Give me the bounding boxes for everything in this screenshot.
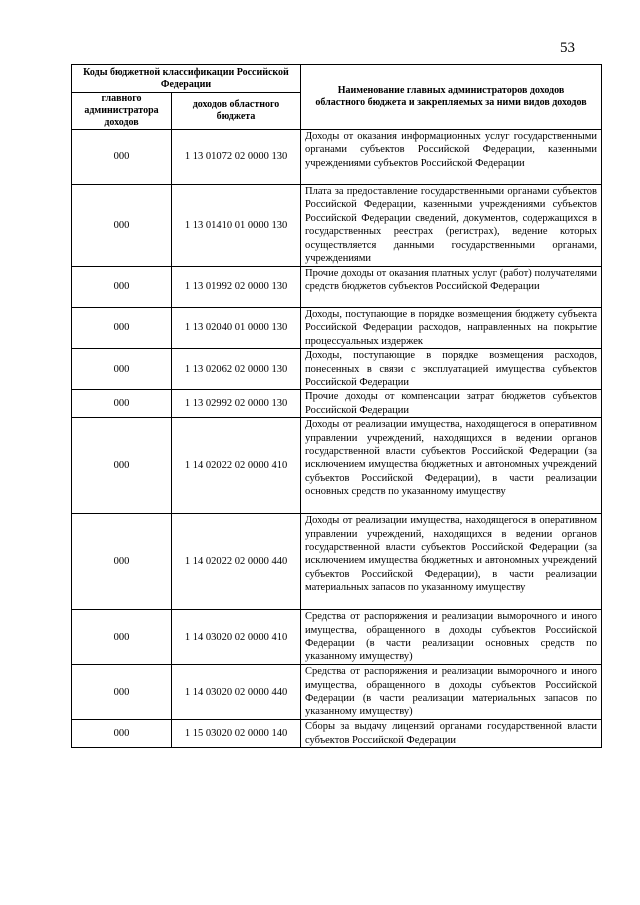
admin-code-cell: 000	[72, 720, 172, 748]
income-code-cell: 1 13 01072 02 0000 130	[172, 130, 301, 185]
income-code-cell: 1 14 02022 02 0000 440	[172, 514, 301, 610]
table-row	[72, 390, 602, 418]
income-name-cell: Прочие доходы от оказания платных услуг (работ) получателями средств бюджетов субъектов Российской Федерации	[301, 267, 602, 308]
income-name-cell: Доходы от реализации имущества, находящегося в оперативном управлении учреждений, находящихся в ведении органов государственной власти субъектов Российской Федерации (за исключением имущества бюджетных и автономных учреждений субъектов Российской Федерации), в части реализации материальных запасов по указанному имуществу	[301, 514, 602, 610]
income-name-cell: Доходы от реализации имущества, находящегося в оперативном управлении учреждений, находящихся в ведении органов государственной власти субъектов Российской Федерации (за исключением имущества бюджетных и автономных учреждений субъектов Российской Федерации), в части реализации основных средств по указанному имуществу	[301, 418, 602, 514]
income-name-cell: Доходы, поступающие в порядке возмещения бюджету субъекта Российской Федерации расходов, направленных на покрытие процессуальных издержек	[301, 308, 602, 349]
admin-code-cell: 000	[72, 418, 172, 514]
income-code-cell: 1 13 01992 02 0000 130	[172, 267, 301, 308]
income-name-cell: Доходы от оказания информационных услуг государственными органами субъектов Российской Федерации, казенными учреждениями субъектов Российской Федерации	[301, 130, 602, 185]
income-code-cell: 1 13 02062 02 0000 130	[172, 349, 301, 390]
income-name-cell: Прочие доходы от компенсации затрат бюджетов субъектов Российской Федерации	[301, 390, 602, 418]
admin-code-cell: 000	[72, 514, 172, 610]
header-income-code-column: доходов областного бюджета	[172, 93, 301, 130]
table-row	[72, 130, 602, 185]
income-code-cell: 1 13 01410 01 0000 130	[172, 185, 301, 267]
income-code-cell: 1 14 03020 02 0000 440	[172, 665, 301, 720]
table-body	[72, 130, 602, 748]
income-code-cell: 1 13 02992 02 0000 130	[172, 390, 301, 418]
table-row	[72, 665, 602, 720]
income-name-cell: Плата за предоставление государственными органами субъектов Российской Федерации, казенными учреждениями субъектов Российской Федерации сведений, документов, содержащихся в государственных реестрах (регистрах), ведение которых осуществляется данными государственными органами, учреждениями	[301, 185, 602, 267]
table-header	[72, 65, 602, 130]
table-row	[72, 610, 602, 665]
table-row	[72, 267, 602, 308]
admin-code-cell: 000	[72, 665, 172, 720]
income-code-cell: 1 15 03020 02 0000 140	[172, 720, 301, 748]
income-name-cell: Сборы за выдачу лицензий органами государственной власти субъектов Российской Федерации	[301, 720, 602, 748]
income-name-cell: Средства от распоряжения и реализации выморочного и иного имущества, обращенного в доходы субъектов Российской Федерации (в части реализации материальных запасов по указанному имуществу)	[301, 665, 602, 720]
header-codes-group: Коды бюджетной классификации Российской Федерации	[72, 65, 301, 93]
header-name-column: Наименование главных администраторов доходов областного бюджета и закрепляемых за ними видов доходов	[301, 65, 602, 130]
income-code-cell: 1 14 03020 02 0000 410	[172, 610, 301, 665]
table-row	[72, 308, 602, 349]
income-name-cell: Средства от распоряжения и реализации выморочного и иного имущества, обращенного в доходы субъектов Российской Федерации (в части реализации основных средств по указанному имуществу)	[301, 610, 602, 665]
table-row	[72, 720, 602, 748]
table-row	[72, 185, 602, 267]
table-row	[72, 514, 602, 610]
income-code-cell: 1 14 02022 02 0000 410	[172, 418, 301, 514]
admin-code-cell: 000	[72, 130, 172, 185]
table-row	[72, 418, 602, 514]
admin-code-cell: 000	[72, 308, 172, 349]
admin-code-cell: 000	[72, 267, 172, 308]
income-code-cell: 1 13 02040 01 0000 130	[172, 308, 301, 349]
admin-code-cell: 000	[72, 610, 172, 665]
page-number: 53	[560, 40, 575, 56]
income-name-cell: Доходы, поступающие в порядке возмещения расходов, понесенных в связи с эксплуатацией имущества субъектов Российской Федерации	[301, 349, 602, 390]
admin-code-cell: 000	[72, 185, 172, 267]
admin-code-cell: 000	[72, 390, 172, 418]
budget-classification-table	[71, 64, 602, 748]
header-admin-code-column: главного администратора доходов	[72, 93, 172, 130]
admin-code-cell: 000	[72, 349, 172, 390]
table-row	[72, 349, 602, 390]
